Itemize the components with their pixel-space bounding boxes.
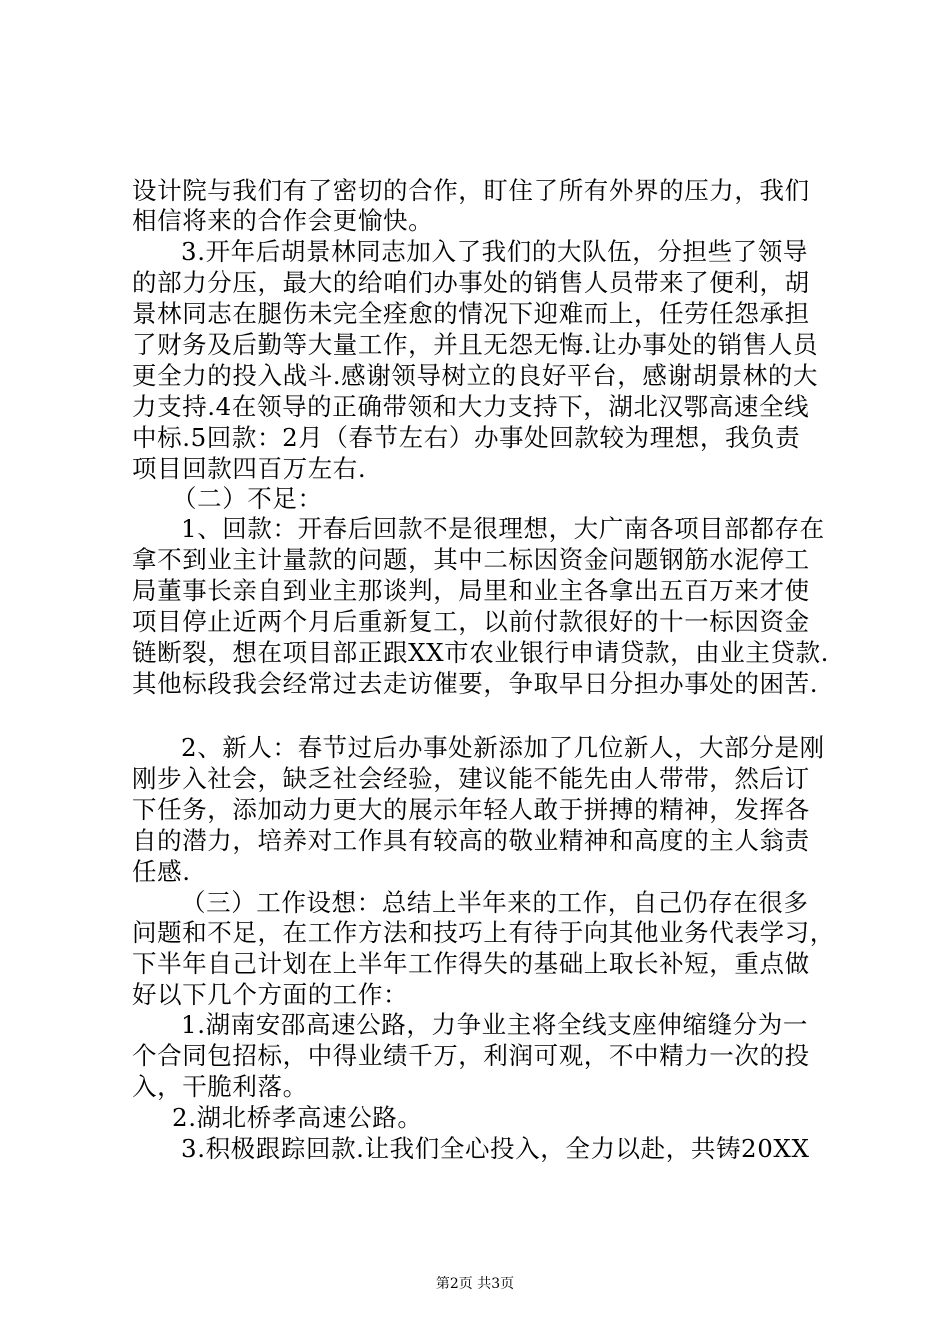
text-line: 2.湖北桥孝高速公路。: [172, 1103, 423, 1132]
text-line: 下半年自己计划在上半年工作得失的基础上取长补短，重点做: [132, 949, 810, 978]
text-line: 刚步入社会，缺乏社会经验，建议能不能先由人带带，然后订: [132, 764, 810, 793]
text-line: 好以下几个方面的工作：: [132, 980, 409, 1009]
text-line: 链断裂，想在项目部正跟XX市农业银行申请贷款，由业主贷款.: [132, 638, 830, 667]
section-heading: （二）不足：: [172, 484, 323, 513]
text-line: 自的潜力，培养对工作具有较高的敬业精神和高度的主人翁责: [132, 826, 810, 855]
text-line: 2、新人：春节过后办事处新添加了几位新人，大部分是刚: [181, 733, 825, 762]
page-number-footer: 第2页 共3页: [435, 1276, 515, 1292]
text-line: 下任务，添加动力更大的展示年轻人敢于拼搏的精神，发挥各: [132, 795, 810, 824]
text-line: 了财务及后勤等大量工作，并且无怨无悔.让办事处的销售人员: [132, 330, 819, 359]
text-line: 局董事长亲自到业主那谈判，局里和业主各拿出五百万来才使: [132, 576, 810, 605]
text-line: 项目回款四百万左右.: [132, 454, 367, 483]
section-heading: （三）工作设想：总结上半年来的工作，自己仍存在很多: [181, 888, 809, 917]
text-line: 力支持.4在领导的正确带领和大力支持下，湖北汉鄂高速全线: [132, 392, 810, 421]
text-line: 设计院与我们有了密切的合作，盯住了所有外界的压力，我们: [132, 176, 810, 205]
text-line: 拿不到业主计量款的问题，其中二标因资金问题钢筋水泥停工: [132, 545, 810, 574]
text-line: 入，干脆利落。: [132, 1072, 308, 1101]
text-line: 任感.: [132, 857, 191, 886]
text-line: 1、回款：开春后回款不是很理想，大广南各项目部都存在: [181, 514, 825, 543]
text-line: 中标.5回款：2月（春节左右）办事处回款较为理想，我负责: [132, 423, 801, 452]
text-line: 景林同志在腿伤未完全痊愈的情况下迎难而上，任劳任怨承担: [132, 299, 810, 328]
text-line: 个合同包招标，中得业绩千万，利润可观，不中精力一次的投: [132, 1041, 810, 1070]
text-line: 的部力分压，最大的给咱们办事处的销售人员带来了便利，胡: [132, 268, 810, 297]
text-line: 1.湖南安邵高速公路，力争业主将全线支座伸缩缝分为一: [181, 1010, 808, 1039]
text-line: 相信将来的合作会更愉快。: [132, 206, 434, 235]
text-line: 更全力的投入战斗.感谢领导树立的良好平台，感谢胡景林的大: [132, 361, 819, 390]
text-line: 3.开年后胡景林同志加入了我们的大队伍，分担些了领导: [181, 237, 808, 266]
text-line: 3.积极跟踪回款.让我们全心投入，全力以赴，共铸20XX: [181, 1134, 810, 1163]
text-line: 项目停止近两个月后重新复工，以前付款很好的十一标因资金: [132, 607, 810, 636]
text-line: 问题和不足，在工作方法和技巧上有待于向其他业务代表学习，: [132, 918, 835, 947]
text-line: 其他标段我会经常过去走访催要，争取早日分担办事处的困苦.: [132, 669, 819, 698]
